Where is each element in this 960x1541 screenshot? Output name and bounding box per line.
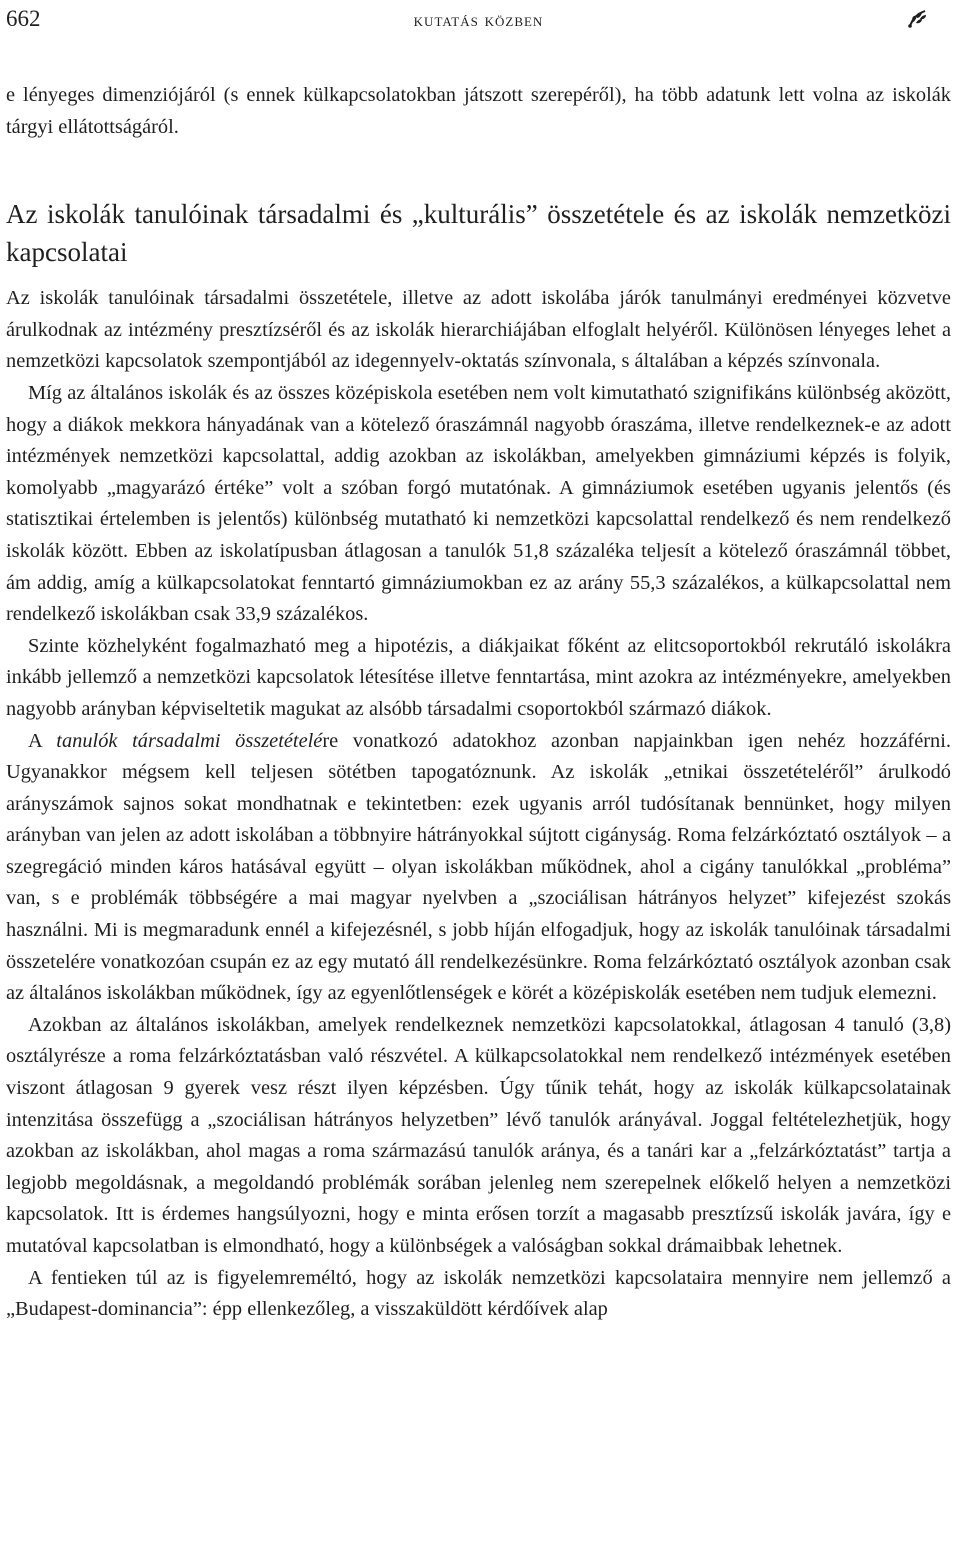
paragraph-intro: e lényeges dimenziójáról (s ennek külkapcsolatokban játszott szerepéről), ha több adatunk lett volna az iskolák tárgyi ellátottságáról. [6, 84, 951, 138]
paragraph-5: Azokban az általános iskolákban, amelyek rendelkeznek nemzetközi kapcsolatokkal, átlagosan 4 tanuló (3,8) osztályrésze a roma felzárkóztatásban való részvétel. A külkapcsolatokkal nem rendelkező intézmények esetében viszont átlagosan 9 gyerek vesz részt ilyen képzésben. Úgy tűnik tehát, hogy az iskolák külkapcsolatainak intenzitása összefügg a „szociálisan hátrányos helyzetben” lévő tanulók arányával. Joggal feltételezhetjük, hogy azokban az iskolákban, ahol magas a roma származású tanulók aránya, és a tanári kar a „felzárkóztatást” tartja a legjobb megoldásnak, a megoldandó problémák sorában jelenleg nem szerepelnek előkelő helyen a nemzetközi kapcsolatok. Itt is érdemes hangsúlyozni, hogy e minta erősen torzít a magasabb presztízsű iskolák javára, így e mutatóval kapcsolatban is elmondható, hogy a különbségek a valóságban sokkal drámaibbak lehetnek. [6, 1013, 951, 1257]
section-heading: Az iskolák tanulóinak társadalmi és „kulturális” összetétele és az iskolák nemzetközi kapcsolatai [6, 199, 951, 268]
fleuron-icon [907, 8, 929, 30]
paragraph-4-rest: re vonatkozó adatokhoz azonban napjainkban igen nehéz hozzáférni. Ugyanakkor mégsem kell teljesen sötétben tapogatóznunk. Az iskolák „etnikai összetételéről” árulkodó arányszámok sajnos sokat mondhatnak e tekintetben: ezek ugyanis arról tudósítanak bennünket, hogy milyen arányban van jelen az adott iskolában a többnyire hátrányokkal sújtott cigányság. Roma felzárkóztató osztályok – a szegregáció minden káros hatásával együtt – olyan iskolákban működnek, ahol a cigány tanulókkal „probléma” van, s e problémák többségére a mai magyar nyelvben a „szociálisan hátrányos helyzet” kifejezést szokás használni. Mi is megmaradunk ennél a kifejezésnél, s jobb híján elfogadjuk, hogy az iskolák tanulóinak társadalmi összetelére vonatkozóan csupán ez az egy mutató áll rendelkezésünkre. Roma felzárkóztató osztályok azonban csak az általános iskolákban működnek, így az egyenlőtlenségek e körét a középiskolák esetében nem tudjuk elemezni. [6, 729, 951, 1005]
journal-title: kutatás közben [413, 10, 544, 31]
running-head [6, 2, 951, 42]
paragraph-4 [6, 726, 951, 1010]
paragraph-4-start: A [28, 729, 57, 752]
page [6, 0, 951, 1326]
paragraph-4-emphasis: tanulók társadalmi összetételé [56, 729, 323, 752]
paragraph-2: Míg az általános iskolák és az összes középiskola esetében nem volt kimutatható szignifikáns különbség aközött, hogy a diákok mekkora hányadának van a kötelező óraszámnál nagyobb óraszáma, illetve rendelkeznek-e az adott intézmények nemzetközi kapcsolattal, addig azokban az iskolákban, amelyekben gimnáziumi képzés is folyik, komolyabb „magyarázó értéke” volt a szóban forgó mutatónak. A gimnáziumok esetében ugyanis jelentős (és statisztikai értelemben is jelentős) különbség mutatható ki nemzetközi kapcsolattal rendelkező és nem rendelkező iskolák között. Ebben az iskolatípusban átlagosan a tanulók 51,8 százaléka teljesít a kötelező óraszámnál többet, ám addig, amíg a külkapcsolatokat fenntartó gimnáziumokban ez az arány 55,3 százalékos, a külkapcsolattal nem rendelkező iskolákban csak 33,9 százalékos. [6, 381, 951, 626]
article-body [6, 80, 951, 1326]
paragraph-6: A fentieken túl az is figyelemreméltó, hogy az iskolák nemzetközi kapcsolataira mennyire nem jellemző a „Budapest-dominancia”: épp ellenkezőleg, a visszaküldött kérdőívek alap [6, 1266, 951, 1321]
paragraph-1: Az iskolák tanulóinak társadalmi összetétele, illetve az adott iskolába járók tanulmányi eredményei közvetve árulkodnak az intézmény presztízséről és az iskolák hierarchiájában elfoglalt helyéről. Különösen lényeges lehet a nemzetközi kapcsolatok szempontjából az idegennyelv-oktatás színvonala, s általában a képzés színvonala. [6, 287, 951, 373]
paragraph-3: Szinte közhelyként fogalmazható meg a hipotézis, a diákjaikat főként az elitcsoportokból rekrutáló iskolákra inkább jellemző a nemzetközi kapcsolatok létesítése illetve fenntartása, mint azokra az intézményekre, amelyekben nagyobb arányban képviseltetik magukat az alsóbb társadalmi csoportokból származó diákok. [6, 634, 951, 720]
page-number: 662 [6, 6, 41, 31]
